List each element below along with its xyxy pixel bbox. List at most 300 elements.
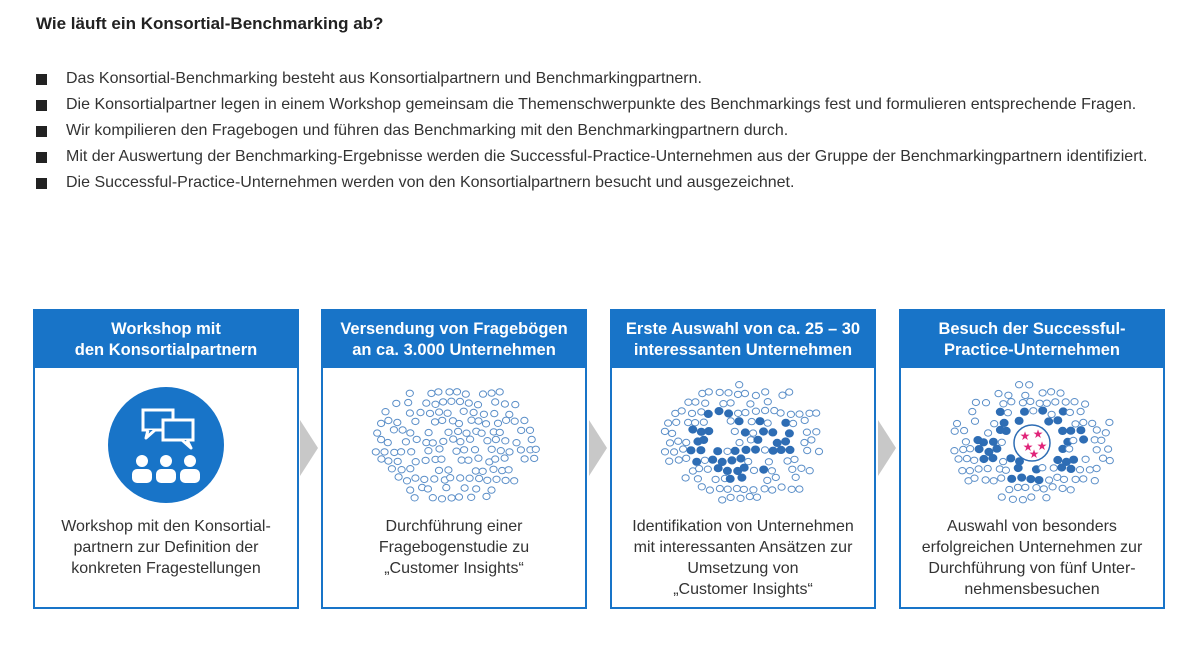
company-dot: [455, 494, 462, 500]
company-dot: [741, 390, 748, 396]
selected-company-dot: [975, 446, 983, 453]
company-dot: [982, 400, 989, 406]
company-dot: [512, 401, 519, 407]
company-dot: [455, 428, 462, 434]
company-dot: [692, 399, 699, 405]
company-dot: [407, 430, 414, 436]
selected-company-dot: [735, 418, 743, 425]
selected-company-dot: [1000, 419, 1008, 426]
company-dot: [374, 430, 381, 436]
company-dot: [1057, 390, 1064, 396]
company-dot: [448, 398, 455, 404]
company-dot: [511, 478, 518, 484]
selected-company-dot: [740, 464, 748, 471]
company-dot: [378, 456, 385, 462]
company-dot: [1093, 465, 1100, 471]
company-dot: [425, 429, 432, 435]
company-dot: [665, 420, 672, 426]
company-dot: [1060, 476, 1067, 482]
company-dot: [752, 392, 759, 398]
company-dot: [761, 447, 768, 453]
company-dot: [669, 430, 676, 436]
company-dot: [960, 446, 967, 452]
selected-company-dot: [980, 439, 988, 446]
company-dot: [683, 455, 690, 461]
company-dot: [521, 456, 528, 462]
company-dot: [422, 457, 429, 463]
company-dot: [393, 400, 400, 406]
company-dot: [984, 465, 991, 471]
company-dot: [700, 419, 707, 425]
company-dot: [384, 439, 391, 445]
company-dot: [682, 475, 689, 481]
company-dot: [1067, 487, 1074, 493]
company-dot: [493, 476, 500, 482]
company-dot: [790, 420, 797, 426]
company-dot: [1062, 399, 1069, 405]
company-dot: [426, 410, 433, 416]
company-dot: [1040, 486, 1047, 492]
company-dot: [1028, 494, 1035, 500]
company-dot: [1019, 400, 1026, 406]
company-dot: [399, 427, 406, 433]
company-dot: [501, 455, 508, 461]
bullet-list: [36, 66, 1156, 196]
company-dot: [484, 438, 491, 444]
bullet-square-icon: [36, 126, 47, 137]
company-dot: [465, 457, 472, 463]
selected-company-dot: [1054, 456, 1062, 463]
selected-company-dot: [777, 446, 785, 453]
selected-company-dot: [760, 466, 768, 473]
company-dot: [457, 475, 464, 481]
selected-company-dot: [737, 455, 745, 462]
company-dot: [688, 410, 695, 416]
company-dot: [439, 417, 446, 423]
company-dot: [424, 486, 431, 492]
company-dot: [398, 449, 405, 455]
company-dot: [448, 495, 455, 501]
company-dot: [1048, 389, 1055, 395]
company-dot: [502, 477, 509, 483]
company-dot: [675, 438, 682, 444]
selected-company-dot: [1058, 464, 1066, 471]
selected-company-dot: [1039, 407, 1047, 414]
company-dot: [951, 428, 958, 434]
company-dot: [1039, 390, 1046, 396]
selected-company-dot: [756, 418, 764, 425]
company-dot: [972, 399, 979, 405]
company-dot: [1026, 382, 1033, 388]
company-dot: [1004, 410, 1011, 416]
company-dot: [734, 391, 741, 397]
company-dot: [694, 476, 701, 482]
selected-company-dot: [769, 447, 777, 454]
company-dot: [480, 411, 487, 417]
step-header: Workshop mit den Konsortialpartnern: [35, 311, 297, 368]
company-dot: [440, 438, 447, 444]
company-dot: [1106, 419, 1113, 425]
company-dot: [436, 446, 443, 452]
company-dot: [1027, 398, 1034, 404]
company-dot: [764, 399, 771, 405]
selected-company-dot: [769, 429, 777, 436]
company-dot: [407, 487, 414, 493]
company-dot: [1086, 467, 1093, 473]
company-dot: [1049, 484, 1056, 490]
company-dot: [483, 493, 490, 499]
company-dot: [727, 494, 734, 500]
step-company-visits: [899, 309, 1165, 609]
company-dot: [747, 401, 754, 407]
company-dot: [798, 465, 805, 471]
company-dot: [1039, 465, 1046, 471]
company-dot: [1043, 495, 1050, 501]
company-dot: [436, 409, 443, 415]
company-dot: [496, 429, 503, 435]
company-dot: [671, 449, 678, 455]
list-item: [36, 92, 1156, 118]
company-dot: [440, 399, 447, 405]
selected-company-dot: [1018, 474, 1026, 481]
company-dot: [803, 429, 810, 435]
company-dot: [806, 410, 813, 416]
bullet-text: Mit der Auswertung der Benchmarking-Ergebnisse werden die Successful-Practice-Unternehmen aus der Gruppe der Benchmarkingpartnern identifiziert.: [66, 148, 1148, 165]
company-dot: [724, 486, 731, 492]
company-dot: [953, 420, 960, 426]
company-dot: [752, 408, 759, 414]
company-dot: [412, 418, 419, 424]
company-dot: [470, 409, 477, 415]
company-dot: [1036, 400, 1043, 406]
company-dot: [764, 477, 771, 483]
company-dot: [412, 475, 419, 481]
company-dot: [971, 457, 978, 463]
company-dot: [378, 436, 385, 442]
company-dot: [503, 417, 510, 423]
company-dot: [787, 411, 794, 417]
company-dot: [951, 448, 958, 454]
company-dot: [998, 475, 1005, 481]
company-dot: [712, 476, 719, 482]
company-dot: [429, 495, 436, 501]
company-dot: [390, 427, 397, 433]
star-icon: ★: [1032, 427, 1044, 441]
company-dot: [447, 475, 454, 481]
company-dot: [453, 448, 460, 454]
company-dot: [971, 475, 978, 481]
company-dot: [423, 400, 430, 406]
company-dot: [432, 401, 439, 407]
company-dot: [792, 474, 799, 480]
selected-company-dot: [1014, 464, 1022, 471]
step-workshop: [33, 309, 299, 609]
selected-company-dot: [1077, 427, 1085, 434]
selected-company-dot: [1015, 417, 1023, 424]
selected-company-dot: [741, 429, 749, 436]
selected-company-dot: [697, 447, 705, 454]
company-dot: [479, 391, 486, 397]
company-dot: [406, 390, 413, 396]
company-dot: [1050, 465, 1057, 471]
company-dot: [791, 456, 798, 462]
company-dot: [490, 466, 497, 472]
company-dot: [777, 410, 784, 416]
selected-company-dot: [687, 447, 695, 454]
company-dot: [1009, 496, 1016, 502]
company-dot: [444, 410, 451, 416]
list-item: [36, 66, 1156, 92]
step-questionnaire: [321, 309, 587, 609]
selected-company-dot: [993, 445, 1001, 452]
company-dot: [506, 449, 513, 455]
selected-company-dot: [715, 408, 723, 415]
company-dot: [796, 411, 803, 417]
company-dot: [955, 456, 962, 462]
company-dot: [398, 467, 405, 473]
list-item: [36, 170, 1156, 196]
company-dot: [391, 449, 398, 455]
company-dot: [750, 487, 757, 493]
company-dot: [720, 401, 727, 407]
company-dot: [467, 436, 474, 442]
selected-company-dot: [1021, 408, 1029, 415]
company-dot: [788, 486, 795, 492]
company-dot: [685, 419, 692, 425]
company-dot: [967, 446, 974, 452]
star-icon: ★: [1036, 439, 1048, 453]
company-dot: [719, 497, 726, 503]
company-dot: [961, 427, 968, 433]
company-dot: [1066, 409, 1073, 415]
company-dot: [1102, 430, 1109, 436]
company-dot: [1030, 408, 1037, 414]
company-dot: [1000, 458, 1007, 464]
company-dot: [750, 430, 757, 436]
selected-company-dot: [731, 447, 739, 454]
chevron-right-icon: [300, 420, 318, 476]
company-dot: [1046, 477, 1053, 483]
step-description: Auswahl von besonders erfolgreichen Unternehmen zur Durchführung von fünf Unter- nehmensbesuchen: [921, 518, 1143, 598]
company-dot: [453, 389, 460, 395]
company-dot: [779, 392, 786, 398]
company-dot: [532, 446, 539, 452]
company-dot: [473, 486, 480, 492]
selected-company-dot: [782, 438, 790, 445]
list-item: [36, 144, 1156, 170]
company-dot: [966, 468, 973, 474]
company-dot: [445, 467, 452, 473]
company-dot: [468, 494, 475, 500]
company-dot: [1022, 392, 1029, 398]
company-dot: [789, 466, 796, 472]
company-dot: [705, 389, 712, 395]
company-dot: [435, 389, 442, 395]
company-dot: [478, 430, 485, 436]
company-dot: [736, 439, 743, 445]
company-dot: [1082, 401, 1089, 407]
company-dot: [494, 420, 501, 426]
step-description: Durchführung einer Fragebogenstudie zu „Customer Insights“: [378, 518, 530, 577]
company-dot: [431, 476, 438, 482]
company-dot: [990, 478, 997, 484]
company-dot: [378, 420, 385, 426]
company-dot: [675, 457, 682, 463]
bullet-text: Die Konsortialpartner legen in einem Workshop gemeinsam die Themenschwerpunkte des Benchmarkings fest und formulieren entsprechende Fragen.: [66, 96, 1137, 113]
company-dot: [761, 486, 768, 492]
selected-company-dot: [697, 428, 705, 435]
company-dot: [963, 455, 970, 461]
company-dot: [1076, 467, 1083, 473]
selected-company-dot: [1027, 476, 1035, 483]
company-dot: [706, 487, 713, 493]
company-dot: [412, 459, 419, 465]
company-dot: [458, 457, 465, 463]
company-dot: [778, 484, 785, 490]
step-header: Besuch der Successful- Practice-Unternehmen: [901, 311, 1163, 368]
company-dot: [769, 487, 776, 493]
company-dot: [517, 447, 524, 453]
selected-company-dot: [723, 467, 731, 474]
selected-company-dot: [996, 408, 1004, 415]
company-dot: [429, 440, 436, 446]
company-dot: [488, 487, 495, 493]
company-dot: [403, 478, 410, 484]
company-dot: [725, 390, 732, 396]
company-dot: [1014, 484, 1021, 490]
company-dot: [1089, 420, 1096, 426]
company-dot: [394, 419, 401, 425]
company-dot: [731, 428, 738, 434]
selected-company-dot: [1002, 427, 1010, 434]
bullet-square-icon: [36, 178, 47, 189]
company-dot: [394, 458, 401, 464]
company-dot: [501, 401, 508, 407]
company-dot: [753, 494, 760, 500]
company-dot: [466, 475, 473, 481]
company-dot: [661, 428, 668, 434]
company-dot: [1080, 419, 1087, 425]
company-dot: [750, 467, 757, 473]
selected-company-dot: [693, 458, 701, 465]
bullet-square-icon: [36, 74, 47, 85]
company-dot: [1080, 476, 1087, 482]
company-dot: [1033, 485, 1040, 491]
company-dot: [704, 466, 711, 472]
company-dot: [372, 449, 379, 455]
company-dot: [764, 420, 771, 426]
company-dot: [1072, 476, 1079, 482]
company-dot: [808, 437, 815, 443]
company-dot: [1098, 437, 1105, 443]
selected-company-dot: [714, 465, 722, 472]
selected-company-dot: [1008, 475, 1016, 482]
company-dot: [462, 391, 469, 397]
company-dot: [742, 409, 749, 415]
company-dot: [746, 493, 753, 499]
company-dot: [505, 467, 512, 473]
company-dot: [1071, 399, 1078, 405]
company-dot: [991, 421, 998, 427]
company-dot: [796, 486, 803, 492]
company-dot: [1091, 478, 1098, 484]
company-dot: [484, 477, 491, 483]
company-dot: [518, 427, 525, 433]
selected-company-dot: [1070, 456, 1078, 463]
company-dot: [528, 436, 535, 442]
company-dot: [408, 449, 415, 455]
selected-company-dot: [782, 419, 790, 426]
chevron-right-icon: [589, 420, 607, 476]
company-dot: [1002, 467, 1009, 473]
company-dot: [1077, 408, 1084, 414]
company-dot: [737, 495, 744, 501]
selected-company-dot: [1067, 427, 1075, 434]
company-dot: [1072, 421, 1079, 427]
company-dot: [1006, 486, 1013, 492]
star-icon: ★: [1028, 447, 1040, 461]
company-dot: [443, 484, 450, 490]
company-dot: [461, 447, 468, 453]
company-dot: [748, 418, 755, 424]
company-dot: [1093, 427, 1100, 433]
company-dot: [801, 439, 808, 445]
company-dot: [701, 457, 708, 463]
selected-company-dot: [726, 475, 734, 482]
selected-company-dot: [700, 436, 708, 443]
company-dot: [969, 408, 976, 414]
selected-company-dot: [704, 410, 712, 417]
selected-company-dot: [709, 456, 717, 463]
chevron-right-icon: [878, 420, 896, 476]
company-dot: [727, 418, 734, 424]
company-dot: [431, 419, 438, 425]
company-dot: [985, 430, 992, 436]
selected-company-dot: [1059, 427, 1067, 434]
selected-company-dot: [1054, 417, 1062, 424]
step-first-selection: [610, 309, 876, 609]
company-dot: [685, 399, 692, 405]
company-dot: [407, 466, 414, 472]
company-dot: [765, 459, 772, 465]
selected-company-dot: [705, 428, 713, 435]
company-dot: [472, 468, 479, 474]
company-dot: [496, 389, 503, 395]
company-dot: [1093, 447, 1100, 453]
company-dot: [716, 389, 723, 395]
company-dot: [696, 465, 703, 471]
company-dot: [456, 398, 463, 404]
company-dot: [492, 436, 499, 442]
selected-company-dot: [1035, 477, 1043, 484]
company-dot: [678, 408, 685, 414]
company-dot: [445, 429, 452, 435]
star-icon: ★: [1022, 440, 1034, 454]
company-dot: [801, 417, 808, 423]
company-dot: [521, 417, 528, 423]
company-dot: [683, 439, 690, 445]
company-dot: [680, 446, 687, 452]
company-dot: [959, 468, 966, 474]
company-dot: [975, 466, 982, 472]
company-dot: [762, 407, 769, 413]
selected-company-dot: [1080, 436, 1088, 443]
company-dot: [673, 419, 680, 425]
company-dot: [476, 475, 483, 481]
selected-company-dot: [989, 455, 997, 462]
step-header: Versendung von Fragebögen an ca. 3.000 Unternehmen: [323, 311, 585, 368]
company-dot: [1059, 485, 1066, 491]
